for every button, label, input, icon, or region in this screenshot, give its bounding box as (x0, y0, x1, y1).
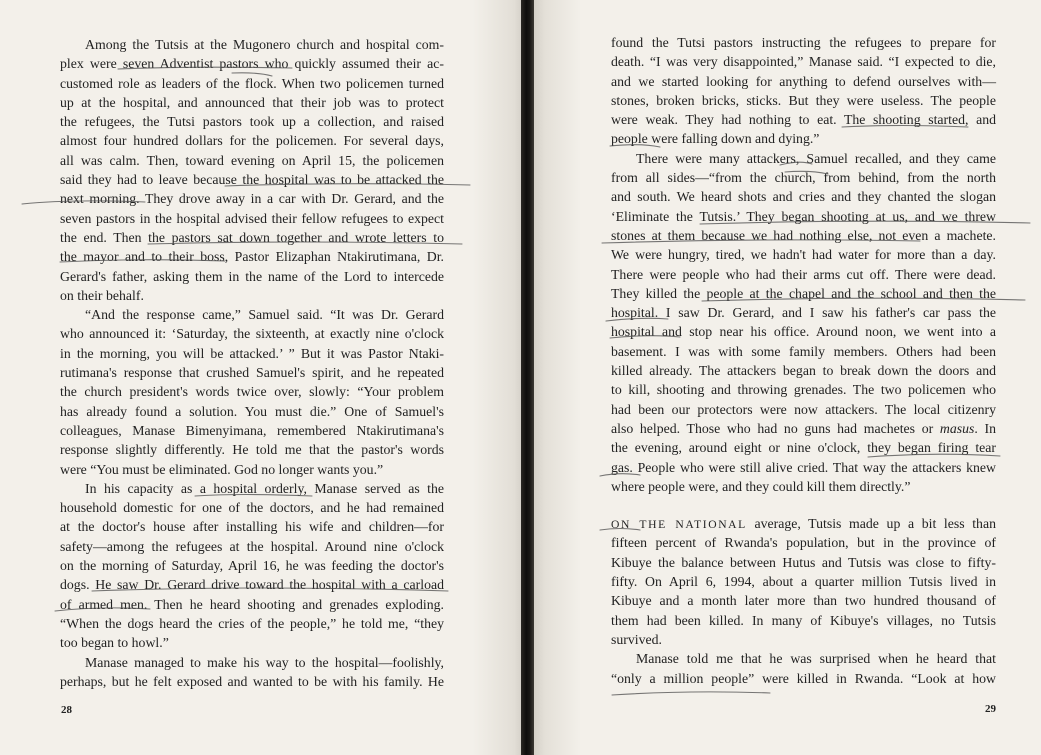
text-line: all was calm. Then, toward evening on April 15, the policemen (60, 152, 444, 168)
text-line: were “You must be eliminated. God no longer wants you.” (60, 461, 384, 477)
text-line: from all sides—“from the church, from behind, from the north (611, 170, 996, 186)
text-line: ‘Eliminate the Tutsis.’ They began shooting at us, and we threw (611, 208, 996, 224)
text-line: the refugees, the Tutsi pastors took up a collection, and raised (60, 114, 444, 130)
text-line: rutimana's response that crushed Samuel's spirit, and he repeated (60, 365, 444, 381)
text-line: at the doctor's house after installing his wife and children—for (60, 519, 444, 535)
text-line: dogs. He saw Dr. Gerard drive toward the hospital with a carload (60, 577, 444, 593)
text-line: seven pastors in the hospital advised their fellow refugees to expect (60, 210, 444, 226)
text-line: the evening, around eight or nine o'clock, they began firing tear (611, 440, 996, 456)
text-segment: average, Tutsis made up a bit less than (746, 516, 996, 532)
text-line: who announced it: ‘Saturday, the sixteenth, at exactly nine o'clock (60, 326, 444, 342)
small-caps-lead: ON THE NATIONAL (611, 518, 747, 532)
text-line: the mayor and to their boss, Pastor Elizaphan Ntakirutimana, Dr. (60, 249, 444, 265)
text-line: found the Tutsi pastors instructing the refugees to prepare for (611, 35, 996, 50)
left-page-text (60, 35, 444, 691)
text-line: hospital and stop near his office. Around noon, we went into a (611, 324, 996, 340)
text-line: “only a million people” were killed in Rwanda. “Look at how (611, 670, 996, 686)
text-line: on their behalf. (60, 287, 144, 303)
italic-word: masus (939, 420, 975, 436)
text-line: customed role as leaders of the flock. When two policemen turned (60, 75, 444, 91)
text-line: Gerard's father, asking them in the name of the Lord to intercede (60, 268, 444, 284)
text-line: were weak. They had nothing to eat. The shooting started, and (611, 112, 996, 128)
text-line: on the morning of Saturday, April 16, he was feeding the doctor's (60, 558, 444, 574)
book-gutter (521, 0, 534, 755)
text-line: them had been killed. In many of Kibuye's villages, no Tutsis (611, 612, 996, 628)
text-line: gas. People who were still alive cried. That way the attackers knew (611, 459, 996, 475)
text-line: death. “I was very disappointed,” Manase said. “I expected to die, (611, 54, 996, 70)
text-line: too began to howl.” (60, 635, 169, 651)
text-line: fifty. On April 6, 1994, about a quarter million Tutsis lived in (611, 574, 996, 590)
text-line: Kibuye the balance between Hutus and Tutsis was close to fifty- (611, 554, 996, 570)
text-line: of armed men. Then he heard shooting and grenades exploding. (60, 596, 444, 612)
text-line: “When the dogs heard the cries of the people,” he told me, “they (60, 615, 444, 631)
text-line: We were hungry, tired, we hadn't had water for more than a day. (611, 247, 996, 263)
text-line: Manase managed to make his way to the hospital—foolishly, (85, 654, 444, 670)
text-line: has already found a solution. You must die.” One of Samuel's (60, 403, 444, 419)
text-line: Kibuye and a month later more than two hundred thousand of (611, 593, 996, 609)
text-line: up at the hospital, and announced that their job was to protect (60, 94, 444, 110)
right-page-text (611, 33, 996, 688)
text-line: killed already. The attackers began to break down the doors and (611, 363, 996, 379)
text-line: the church president's words twice over, slowly: “Your problem (60, 384, 444, 400)
text-line: safety—among the refugees at the hospital. Around nine o'clock (60, 538, 444, 554)
text-line (611, 514, 996, 533)
text-line: response slightly differently. He told me that the pastor's words (60, 442, 444, 458)
text-line: people were falling down and dying.” (611, 131, 820, 147)
text-line: next morning. They drove away in a car with Dr. Gerard, and the (60, 191, 444, 207)
text-line: and we started looking for anything to defend ourselves with— (611, 73, 996, 89)
text-line: perhaps, but he felt exposed and wanted to be with his family. He (60, 673, 444, 689)
text-line: There were people who had their arms cut off. There were dead. (611, 266, 996, 282)
text-line: In his capacity as a hospital orderly, Manase served as the (85, 480, 444, 496)
text-line: stones at them because we had nothing else, not even a machete. (611, 227, 996, 243)
text-line: hospital. I saw Dr. Gerard, and I saw his father's car pass the (611, 305, 996, 321)
text-line: colleagues, Manase Bimenyimana, remembered Ntakirutimana's (60, 422, 444, 438)
text-line: the end. Then the pastors sat down together and wrote letters to (60, 229, 444, 245)
page-number-right: 29 (985, 703, 996, 715)
text-line: stones, broken bricks, sticks. But they were useless. The people (611, 92, 996, 108)
text-line: where people were, and they could kill them directly.” (611, 478, 911, 494)
text-line: had been our protectors were now attackers. The local citizenry (611, 401, 996, 417)
page-number-left: 28 (61, 704, 72, 716)
text-line: and south. We heard shots and cries and they chanted the slogan (611, 189, 996, 205)
text-line: fifteen percent of Rwanda's population, but in the province of (611, 535, 996, 551)
text-line: There were many attackers, Samuel recalled, and they came (636, 150, 996, 166)
text-line: plex were seven Adventist pastors who quickly assumed their ac- (60, 56, 444, 72)
text-line (611, 419, 996, 438)
text-line: “And the response came,” Samuel said. “It was Dr. Gerard (85, 307, 444, 323)
text-segment: . In (974, 420, 996, 436)
text-line: survived. (611, 631, 662, 647)
text-line: basement. I was with some family members. Others had been (611, 343, 996, 359)
text-line: in the morning, you will be attacked.’ ” But it was Pastor Ntaki- (60, 345, 444, 361)
text-line: Manase told me that he was surprised when he heard that (636, 651, 996, 667)
text-line: They killed the people at the chapel and the school and then the (611, 285, 996, 301)
text-segment: also helped. Those who had no guns had machetes or (611, 420, 940, 436)
text-line: almost four hundred dollars for the policemen. For several days, (60, 133, 444, 149)
text-line: said they had to leave because the hospital was to be attacked the (60, 172, 444, 188)
text-line: household domestic for one of the doctors, and he had remained (60, 500, 444, 516)
text-line: to kill, shooting and throwing grenades. The two policemen who (611, 382, 996, 398)
text-line: Among the Tutsis at the Mugonero church and hospital com- (85, 37, 444, 52)
